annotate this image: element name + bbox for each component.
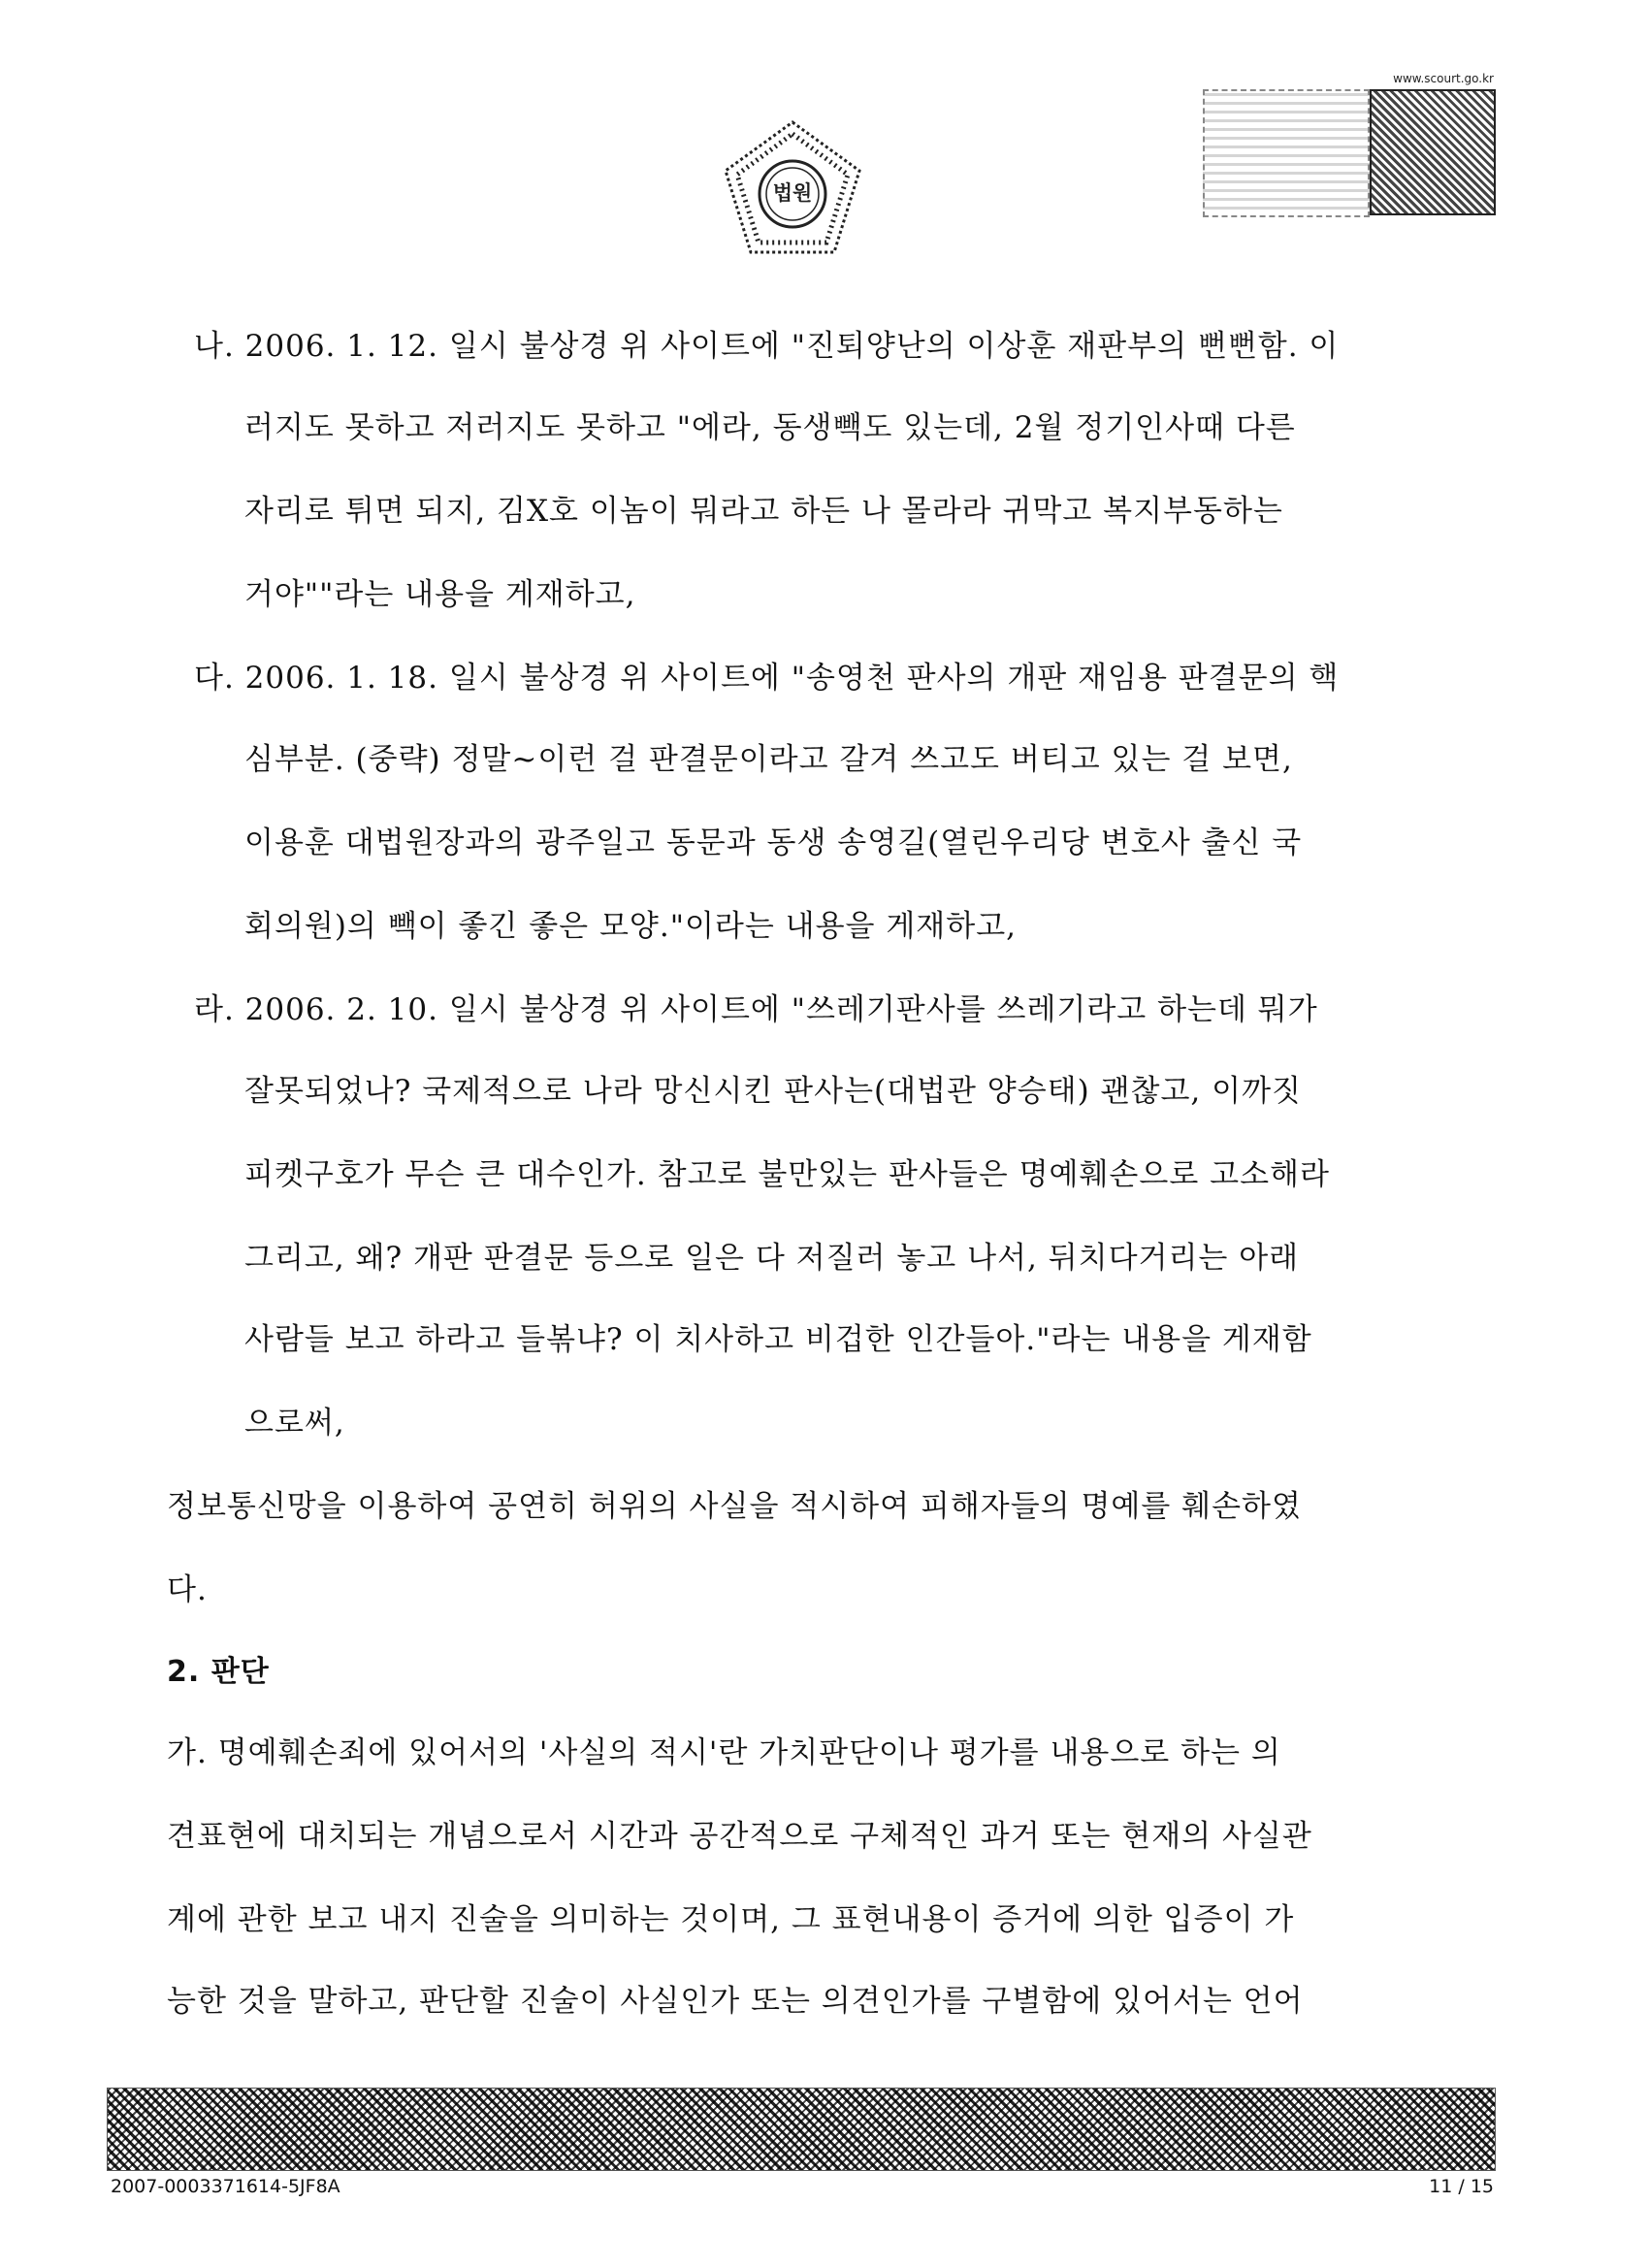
text-line: 잘못되었나? 국제적으로 나라 망신시킨 판사는(대법관 양승태) 괜찮고, 이까짓 (244, 1074, 1302, 1109)
court-seal (720, 116, 865, 268)
text-line: 그리고, 왜? 개판 판결문 등으로 일은 다 저질러 놓고 나서, 뒤치다거리는 아래 (244, 1241, 1300, 1276)
court-seal-label: 법원 (772, 181, 813, 205)
text-line: 견표현에 대치되는 개념으로서 시간과 공간적으로 구체적인 과거 또는 현재의 사실관 (167, 1819, 1312, 1854)
text-line: 회의원)의 빽이 좋긴 좋은 모양."이라는 내용을 게재하고, (244, 909, 1017, 944)
qr-code (1370, 89, 1496, 215)
site-url: www.scourt.go.kr (1393, 72, 1494, 85)
text-line: 거야""라는 내용을 게재하고, (244, 577, 636, 612)
text-line: 러지도 못하고 저러지도 못하고 "에라, 동생빽도 있는데, 2월 정기인사때 다른 (244, 410, 1296, 445)
footer-security-band (107, 2088, 1496, 2171)
text-line: 정보통신망을 이용하여 공연히 허위의 사실을 적시하여 피해자들의 명예를 훼손하였 (167, 1489, 1302, 1524)
text-line: 이용훈 대법원장과의 광주일고 동문과 동생 송영길(열린우리당 변호사 출신 국 (244, 826, 1303, 860)
text-line: 피켓구호가 무슨 큰 대수인가. 참고로 불만있는 판사들은 명예훼손으로 고소해라 (244, 1157, 1330, 1192)
text-line: 나. 2006. 1. 12. 일시 불상경 위 사이트에 "진퇴양난의 이상훈 재판부의 뻔뻔함. 이 (194, 329, 1340, 364)
document-id: 2007-0003371614-5JF8A (111, 2176, 340, 2197)
verification-dot-code (1203, 89, 1370, 217)
text-line: 다. (167, 1572, 208, 1607)
text-line: 가. 명예훼손죄에 있어서의 '사실의 적시'란 가치판단이나 평가를 내용으로 하는 의 (167, 1735, 1281, 1770)
text-line: 라. 2006. 2. 10. 일시 불상경 위 사이트에 "쓰레기판사를 쓰레기라고 하는데 뭐가 (194, 992, 1318, 1027)
text-line: 사람들 보고 하라고 들볶냐? 이 치사하고 비겁한 인간들아."라는 내용을 게재함 (244, 1322, 1312, 1357)
text-line: 능한 것을 말하고, 판단할 진술이 사실인가 또는 의견인가를 구별함에 있어서는 언어 (167, 1984, 1304, 2019)
page-number: 11 / 15 (1429, 2176, 1494, 2197)
text-line: 자리로 튀면 되지, 김X호 이놈이 뭐라고 하든 나 몰라라 귀막고 복지부동하는 (244, 494, 1283, 529)
text-line: 계에 관한 보고 내지 진술을 의미하는 것이며, 그 표현내용이 증거에 의한 입증이 가 (167, 1902, 1295, 1937)
text-line: 으로써, (244, 1406, 345, 1441)
text-line: 다. 2006. 1. 18. 일시 불상경 위 사이트에 "송영천 판사의 개판 재임용 판결문의 핵 (194, 661, 1340, 696)
section-heading: 2. 판단 (167, 1655, 270, 1689)
text-line: 심부분. (중략) 정말~이런 걸 판결문이라고 갈겨 쓰고도 버티고 있는 걸 보면, (244, 742, 1293, 777)
